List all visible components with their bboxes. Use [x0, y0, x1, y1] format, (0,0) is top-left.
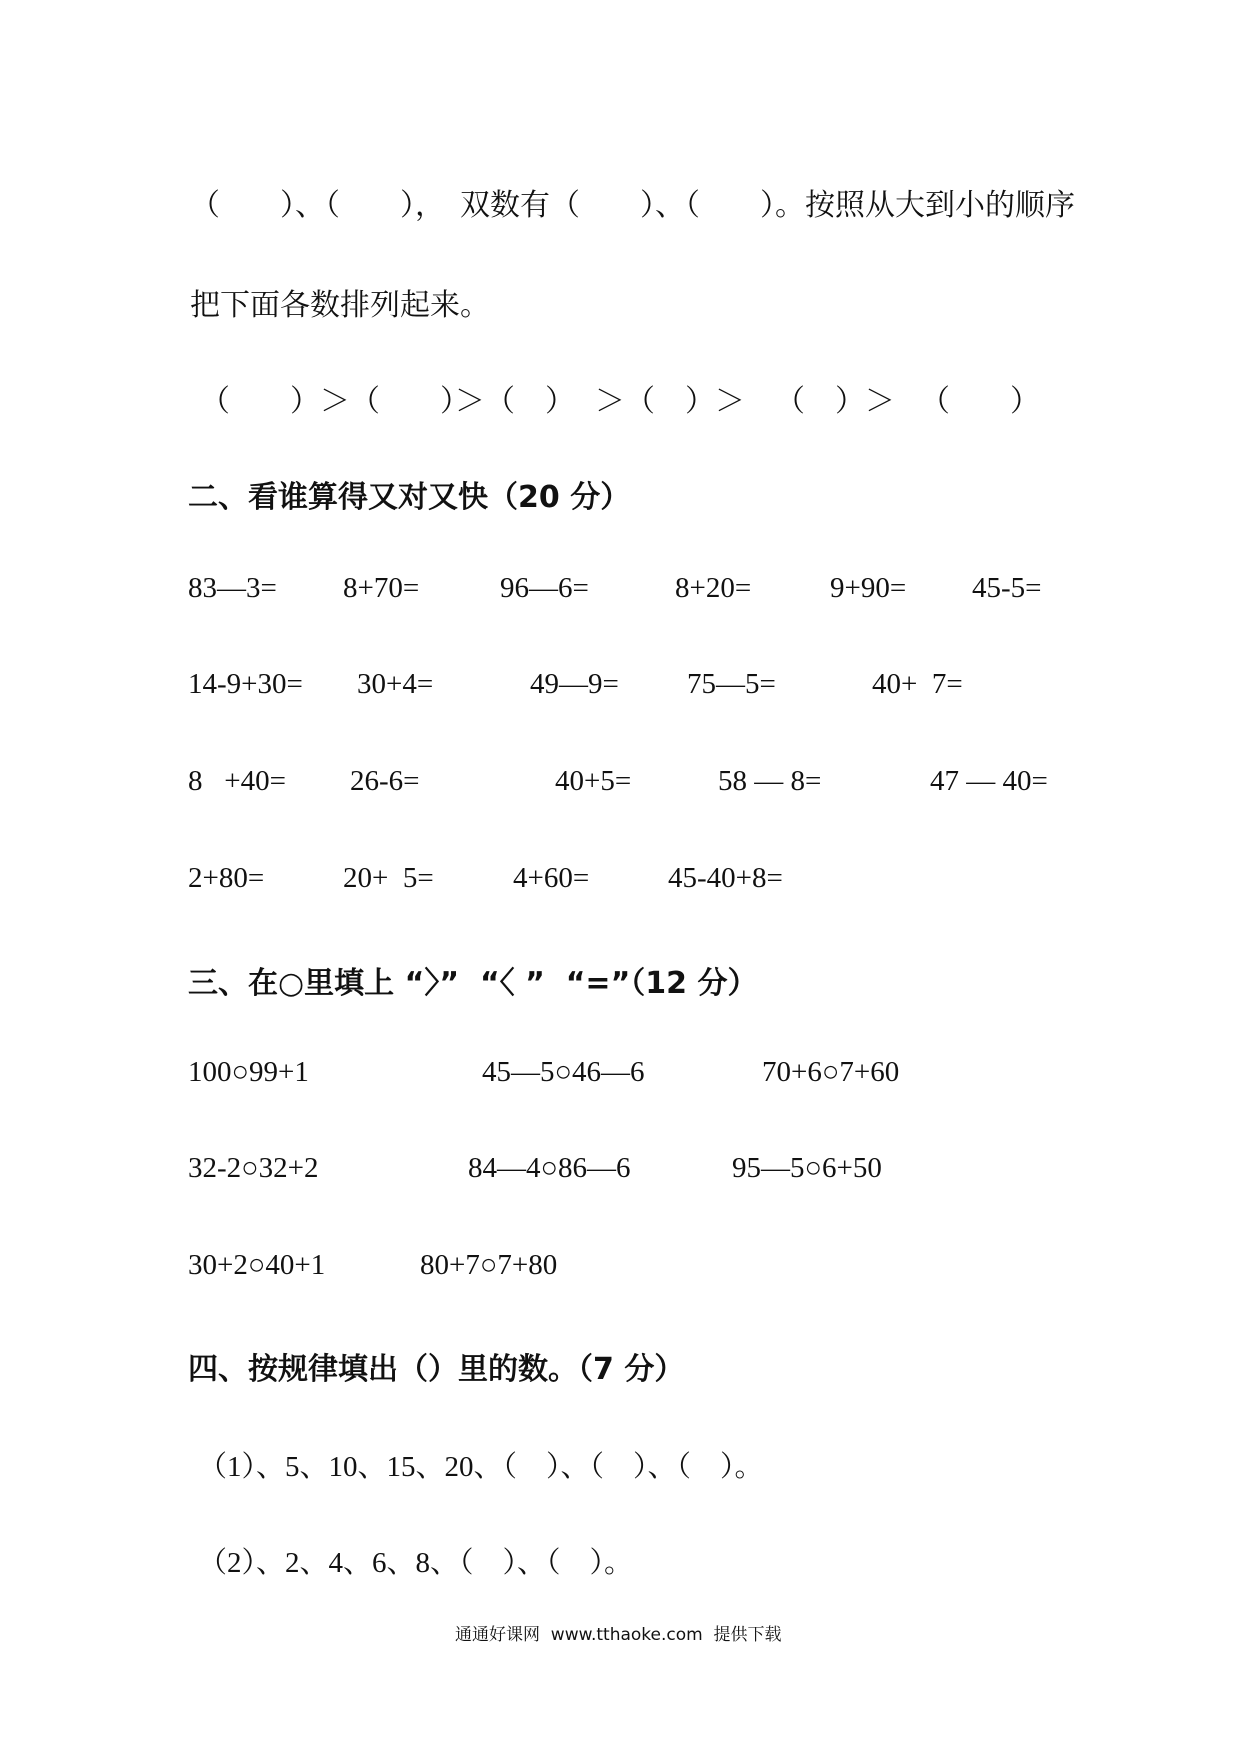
pattern-question-2: （2）、2、4、6、8、（ ）、（ ）。 — [198, 1547, 634, 1579]
order-blank: ＞（ ） — [455, 384, 575, 419]
compare-item: 30+2○40+1 — [188, 1249, 326, 1281]
compare-item: 100○99+1 — [188, 1056, 309, 1088]
order-blank: （ ） — [920, 384, 1040, 419]
section-4-title: 四、按规律填出（）里的数。（7 分） — [188, 1352, 685, 1387]
calc-item: 40+5= — [555, 765, 632, 797]
section-3-title: 三、在○里填上 “〉” “〈 ” “=”（12 分） — [188, 966, 758, 1001]
compare-item: 32-2○32+2 — [188, 1152, 319, 1184]
fill-line-2: 把下面各数排列起来。 — [190, 288, 490, 323]
calc-item: 40+ 7= — [872, 668, 963, 700]
compare-item: 84—4○86—6 — [468, 1152, 631, 1184]
compare-item: 70+6○7+60 — [762, 1056, 900, 1088]
calc-item: 26-6= — [350, 765, 420, 797]
order-blank: ＞（ ）＞ — [595, 384, 745, 419]
calc-item: 45-40+8= — [668, 862, 783, 894]
calc-item: 8 +40= — [188, 765, 286, 797]
calc-item: 75—5= — [687, 668, 776, 700]
order-blank: （ ）＞（ ） — [200, 384, 470, 419]
calc-item: 45-5= — [972, 572, 1042, 604]
calc-item: 30+4= — [357, 668, 434, 700]
fill-line-1: （ ）、（ ）， 双数有（ ）、（ ）。按照从大到小的顺序 — [190, 188, 1075, 223]
calc-item: 49—9= — [530, 668, 619, 700]
section-2-title: 二、看谁算得又对又快（20 分） — [188, 480, 631, 515]
compare-item: 95—5○6+50 — [732, 1152, 882, 1184]
calc-item: 58 — 8= — [718, 765, 822, 797]
footer-watermark: 通通好课网 www.tthaoke.com 提供下载 — [455, 1625, 782, 1645]
calc-item: 83—3= — [188, 572, 277, 604]
compare-item: 80+7○7+80 — [420, 1249, 558, 1281]
calc-item: 4+60= — [513, 862, 590, 894]
order-blank: （ ）＞ — [775, 384, 895, 419]
calc-item: 47 — 40= — [930, 765, 1048, 797]
calc-item: 96—6= — [500, 572, 589, 604]
pattern-question-1: （1）、5、10、15、20、（ ）、（ ）、（ ）。 — [198, 1451, 764, 1483]
calc-item: 8+70= — [343, 572, 420, 604]
calc-item: 8+20= — [675, 572, 752, 604]
calc-item: 14-9+30= — [188, 668, 303, 700]
calc-item: 20+ 5= — [343, 862, 434, 894]
calc-item: 2+80= — [188, 862, 265, 894]
calc-item: 9+90= — [830, 572, 907, 604]
compare-item: 45—5○46—6 — [482, 1056, 645, 1088]
